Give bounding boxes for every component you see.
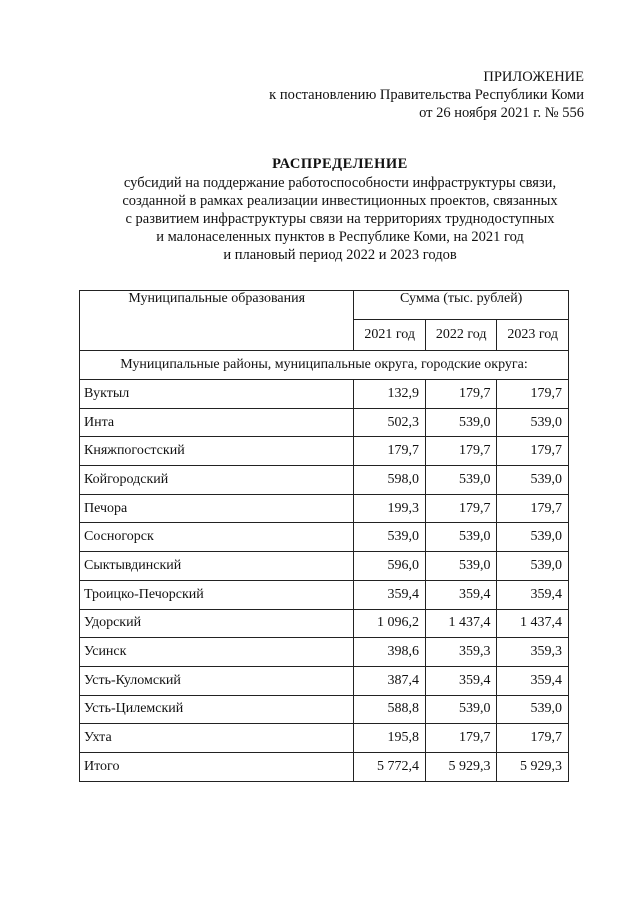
value-2021: 195,8 [354,724,426,753]
title-line-2: созданной в рамках реализации инвестиционных проектов, связанных [122,193,558,209]
table-row [80,695,569,724]
value-2023: 1 437,4 [497,609,569,638]
column-header-sum: Сумма (тыс. рублей) [354,291,569,320]
value-2021: 596,0 [354,552,426,581]
column-header-2022: 2022 год [425,320,497,351]
value-2022: 359,3 [425,638,497,667]
value-2023: 539,0 [497,695,569,724]
value-2021: 502,3 [354,408,426,437]
appendix-label: ПРИЛОЖЕНИЕ [483,69,584,85]
table-row [80,380,569,409]
value-2021: 179,7 [354,437,426,466]
value-2022: 539,0 [425,466,497,495]
column-header-2023: 2023 год [497,320,569,351]
value-2023: 179,7 [497,437,569,466]
municipality-name: Княжпогостский [80,437,354,466]
value-2023: 5 929,3 [497,752,569,781]
appendix-date-number: от 26 ноября 2021 г. № 556 [419,105,584,121]
appendix-resolution: к постановлению Правительства Республики Коми [269,87,584,103]
title-line-3: с развитием инфраструктуры связи на территориях труднодоступных [125,211,555,227]
table-row [80,437,569,466]
value-2023: 359,4 [497,666,569,695]
value-2021: 539,0 [354,523,426,552]
title-line-1: субсидий на поддержание работоспособности инфраструктуры связи, [123,175,557,191]
value-2021: 598,0 [354,466,426,495]
group-label: Муниципальные районы, муниципальные округа, городские округа: [80,351,569,380]
municipality-name: Сосногорск [80,523,354,552]
value-2023: 359,4 [497,580,569,609]
table-row [80,552,569,581]
value-2022: 179,7 [425,724,497,753]
value-2022: 179,7 [425,494,497,523]
value-2021: 359,4 [354,580,426,609]
table-row [80,466,569,495]
title-line-4: и малонаселенных пунктов в Республике Коми, на 2021 год [156,229,524,245]
table-row [80,638,569,667]
table-row [80,494,569,523]
table-row [80,666,569,695]
table-row [80,523,569,552]
municipality-name: Сыктывдинский [80,552,354,581]
appendix-header [269,68,584,122]
value-2023: 539,0 [497,466,569,495]
table-row [80,408,569,437]
municipality-name: Койгородский [80,466,354,495]
document-title-block [60,155,620,264]
value-2022: 5 929,3 [425,752,497,781]
value-2021: 588,8 [354,695,426,724]
value-2022: 359,4 [425,580,497,609]
total-row [80,752,569,781]
value-2022: 539,0 [425,552,497,581]
municipality-name: Троицко-Печорский [80,580,354,609]
municipality-name: Итого [80,752,354,781]
document-title: РАСПРЕДЕЛЕНИЕ [272,156,408,172]
value-2021: 398,6 [354,638,426,667]
title-line-5: и плановый период 2022 и 2023 годов [223,247,457,263]
value-2021: 387,4 [354,666,426,695]
municipality-name: Усинск [80,638,354,667]
value-2021: 1 096,2 [354,609,426,638]
value-2022: 179,7 [425,437,497,466]
value-2022: 539,0 [425,695,497,724]
value-2022: 539,0 [425,408,497,437]
value-2023: 179,7 [497,494,569,523]
value-2022: 539,0 [425,523,497,552]
value-2023: 179,7 [497,380,569,409]
municipality-name: Вуктыл [80,380,354,409]
value-2022: 179,7 [425,380,497,409]
municipality-name: Инта [80,408,354,437]
value-2023: 359,3 [497,638,569,667]
value-2023: 539,0 [497,552,569,581]
value-2021: 132,9 [354,380,426,409]
municipality-name: Ухта [80,724,354,753]
table-row [80,724,569,753]
value-2022: 1 437,4 [425,609,497,638]
column-header-municipalities: Муниципальные образования [80,291,354,351]
table-row [80,580,569,609]
value-2022: 359,4 [425,666,497,695]
municipality-name: Печора [80,494,354,523]
municipality-name: Усть-Цилемский [80,695,354,724]
value-2021: 199,3 [354,494,426,523]
table-row [80,609,569,638]
column-header-2021: 2021 год [354,320,426,351]
value-2023: 539,0 [497,523,569,552]
value-2023: 539,0 [497,408,569,437]
value-2021: 5 772,4 [354,752,426,781]
value-2023: 179,7 [497,724,569,753]
municipality-name: Усть-Куломский [80,666,354,695]
distribution-table [79,290,569,782]
municipality-name: Удорский [80,609,354,638]
